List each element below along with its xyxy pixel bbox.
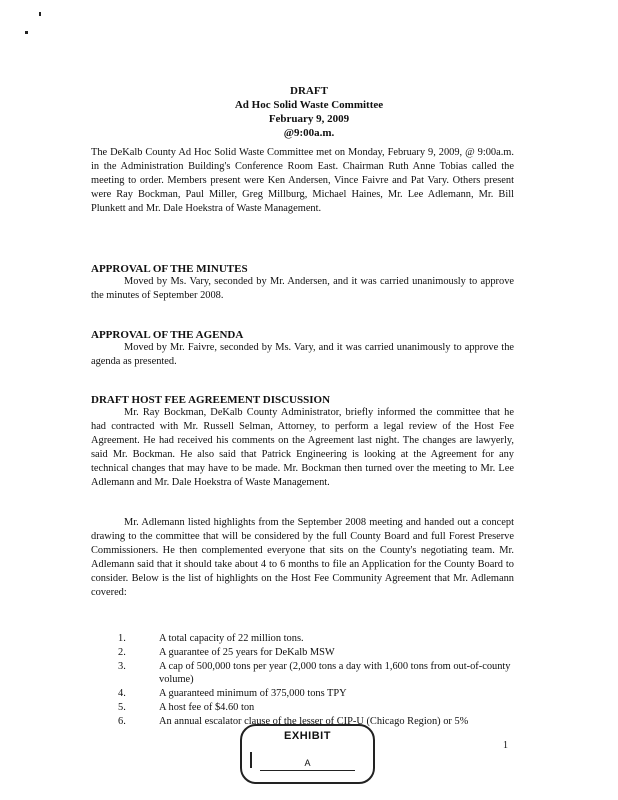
list-item [118, 660, 518, 686]
document-header [0, 84, 618, 140]
committee-name: Ad Hoc Solid Waste Committee [234, 99, 384, 111]
list-item-number: 2. [118, 647, 126, 658]
list-item [118, 646, 518, 660]
list-item [118, 632, 518, 646]
scan-speck [25, 31, 28, 34]
agenda-heading: APPROVAL OF THE AGENDA [91, 329, 244, 341]
list-item [118, 687, 518, 701]
highlights-intro-paragraph: Mr. Adlemann listed highlights from the September 2008 meeting and handed out a concept drawing to the committee that will be considered by the full County Board and full Forest Preserve Commissioners. He then complemented everyone that sits on the County's negotiating team. Mr. Adlemann said that it should take about 4 to 6 months to file an Application for the County Board to consider. Below is the list of highlights on the Host Fee Community Agreement that Mr. Adlemann covered: [91, 517, 514, 598]
list-item-text: A guarantee of 25 years for DeKalb MSW [159, 647, 335, 658]
list-item-text: A cap of 500,000 tons per year (2,000 tons a day with 1,600 tons from out-of-county volume) [159, 661, 511, 685]
list-item-text: A total capacity of 22 million tons. [159, 633, 304, 644]
exhibit-stamp [240, 724, 375, 784]
exhibit-letter: A [304, 758, 311, 768]
list-item-number: 6. [118, 716, 126, 727]
host-fee-heading: DRAFT HOST FEE AGREEMENT DISCUSSION [91, 394, 331, 406]
list-item-number: 3. [118, 661, 126, 672]
exhibit-label: EXHIBIT [284, 730, 331, 742]
agenda-paragraph: Moved by Mr. Faivre, seconded by Ms. Vary, and it was carried unanimously to approve the agenda as presented. [91, 342, 514, 367]
list-item-number: 4. [118, 688, 126, 699]
list-item-number: 5. [118, 702, 126, 713]
exhibit-underline [260, 770, 355, 771]
list-item-text: A host fee of $4.60 ton [159, 702, 255, 713]
draft-label: DRAFT [290, 85, 328, 97]
host-fee-paragraph: Mr. Ray Bockman, DeKalb County Administrator, briefly informed the committee that he had contracted with Mr. Russell Selman, Attorney, to perform a legal review of the Host Fee Agreement. He had received his comments on the Agreement last night. The changes are lawyerly, said Mr. Bockman. He also said that Patrick Engineering is looking at the Agreement for any technical changes that may have to be made. Mr. Bockman then turned over the meeting to Mr. Lee Adlemann and Mr. Dale Hoekstra of Waste Management. [91, 407, 514, 488]
list-item-number: 1. [118, 633, 126, 644]
meeting-time: @9:00a.m. [283, 127, 335, 139]
list-item-text: An annual escalator clause of the lesser of CIP-U (Chicago Region) or 5% [159, 716, 469, 727]
scan-speck [39, 12, 41, 16]
page-number: 1 [503, 740, 508, 751]
intro-paragraph: The DeKalb County Ad Hoc Solid Waste Committee met on Monday, February 9, 2009, @ 9:00a.m. in the Administration Building's Conference Room East. Chairman Ruth Anne Tobias called the meeting to order. Members present were Ken Andersen, Vince Faivre and Pat Vary. Others present were Ray Bockman, Paul Miller, Greg Millburg, Michael Haines, Mr. Lee Adlemann, Mr. Bill Plunkett and Mr. Dale Hoekstra of Waste Management. [91, 147, 514, 214]
minutes-paragraph: Moved by Ms. Vary, seconded by Mr. Andersen, and it was carried unanimously to approve the minutes of September 2008. [91, 276, 514, 301]
list-item [118, 701, 518, 715]
list-item-text: A guaranteed minimum of 375,000 tons TPY [159, 688, 347, 699]
meeting-date: February 9, 2009 [268, 113, 350, 125]
highlights-list [118, 632, 518, 729]
minutes-heading: APPROVAL OF THE MINUTES [91, 263, 248, 275]
